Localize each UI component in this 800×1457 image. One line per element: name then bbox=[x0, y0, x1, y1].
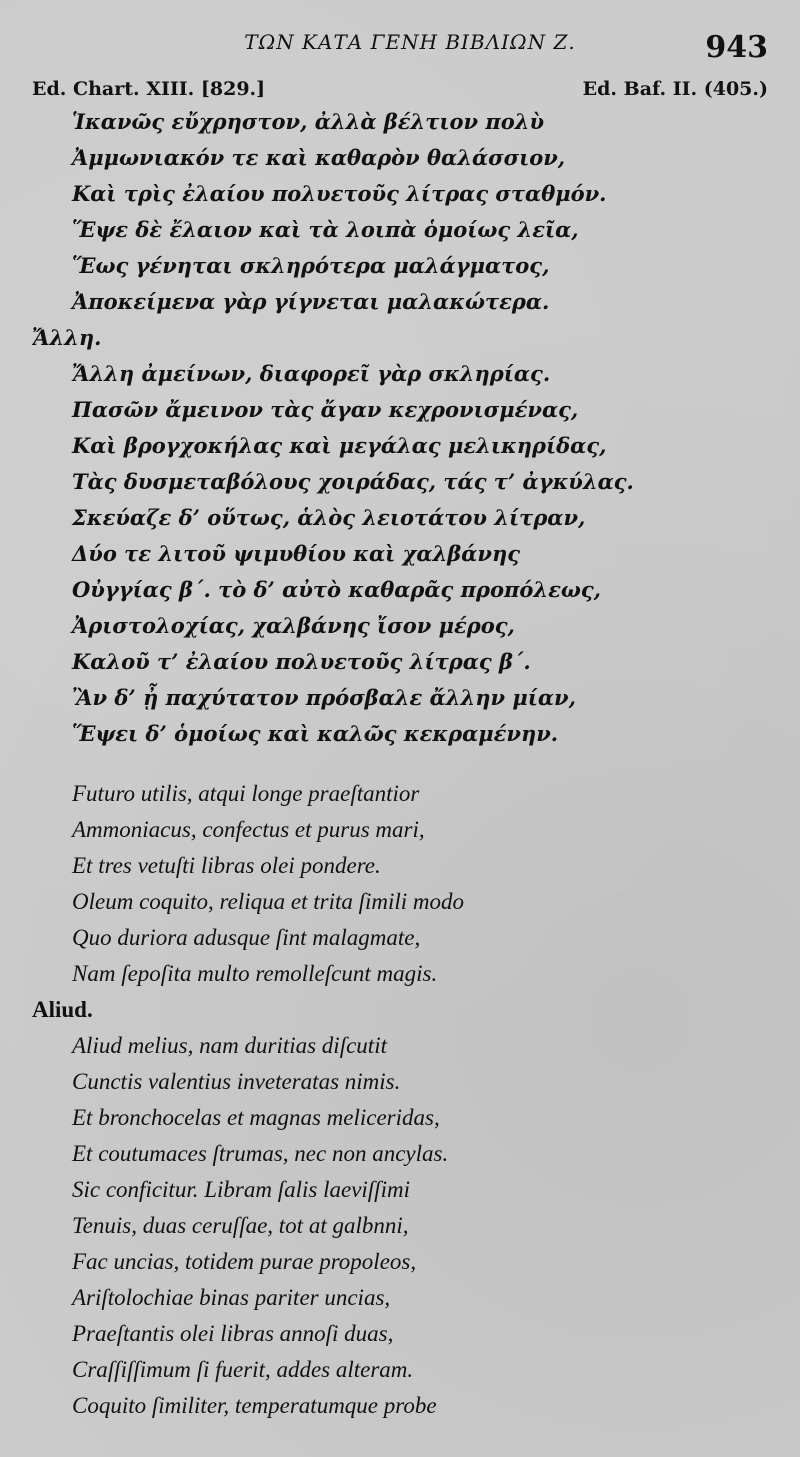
greek-verse-line: Ἀποκείμενα γὰρ γίγνεται μαλακώτερα. bbox=[72, 289, 550, 314]
greek-verse-line: Πασῶν ἄμεινον τὰς ἄγαν κεχρονισμένας, bbox=[72, 397, 579, 422]
latin-section-heading: Aliud. bbox=[32, 997, 93, 1022]
greek-verse-line: Ἕψει δ’ ὁμοίως καὶ καλῶς κεκραμένην. bbox=[72, 721, 559, 746]
greek-verse-line: Ἕψε δὲ ἔλαιον καὶ τὰ λοιπὰ ὁμοίως λεῖα, bbox=[72, 217, 579, 242]
latin-verse-line: Oleum coquito, reliqua et trita ſimili modo bbox=[72, 889, 465, 914]
latin-verse-line: Cunctis valentius inveteratas nimis. bbox=[72, 1069, 401, 1094]
greek-verse-line: Σκεύαζε δ’ οὕτως, ἁλὸς λειοτάτου λίτραν, bbox=[72, 505, 586, 530]
latin-verse-line: Nam ſepoſita multo remolleſcunt magis. bbox=[72, 961, 438, 986]
greek-verse-line: Ἀμμωνιακόν τε καὶ καθαρὸν θαλάσσιον, bbox=[72, 145, 566, 170]
latin-verse-line: Fac uncias, totidem purae propoleos, bbox=[72, 1249, 417, 1274]
greek-verse-line: Ἂν δ’ ᾖ παχύτατον πρόσβαλε ἄλλην μίαν, bbox=[72, 685, 576, 710]
latin-verse-line: Tenuis, duas ceruſſae, tot at galbnni, bbox=[72, 1213, 409, 1238]
greek-verse-line: Ἱκανῶς εὔχρηστον, ἀλλὰ βέλτιον πολὺ bbox=[72, 109, 545, 134]
latin-verse-line: Aliud melius, nam duritias diſcutit bbox=[72, 1033, 387, 1058]
greek-verse-line: Τὰς δυσμεταβόλους χοιράδας, τάς τ’ ἀγκύλας. bbox=[72, 469, 634, 494]
greek-verse-line: Δύο τε λιτοῦ ψιμυθίου καὶ χαλβάνης bbox=[72, 541, 521, 566]
greek-verse-line: Καὶ τρὶς ἐλαίου πολυετοῦς λίτρας σταθμόν. bbox=[72, 181, 607, 206]
greek-verse-line: Οὐγγίας β΄. τὸ δ’ αὐτὸ καθαρᾶς προπόλεως, bbox=[72, 577, 601, 602]
latin-verse-line: Quo duriora adusque ſint malagmate, bbox=[72, 925, 421, 950]
greek-verse-line: Ἀριστολοχίας, χαλβάνης ἴσον μέρος, bbox=[72, 613, 515, 638]
running-title: ΤΩΝ ΚΑΤΑ ΓΕΝΗ ΒΙΒΛΙΩΝ Ζ. bbox=[244, 30, 576, 54]
latin-verse-block bbox=[32, 776, 780, 1424]
greek-verse-block bbox=[32, 104, 780, 752]
greek-verse-line: Ἄλλη ἀμείνων, διαφορεῖ γὰρ σκληρίας. bbox=[72, 361, 551, 386]
latin-verse-line: Ammoniacus, confectus et purus mari, bbox=[72, 817, 425, 842]
latin-verse-line: Et bronchocelas et magnas meliceridas, bbox=[72, 1105, 440, 1130]
latin-verse-line: Sic conficitur. Libram ſalis laeviſſimi bbox=[72, 1177, 410, 1202]
edition-reference-left: Ed. Chart. XIII. [829.] bbox=[32, 78, 266, 100]
greek-verse-line: Καὶ βρογχοκήλας καὶ μεγάλας μελικηρίδας, bbox=[72, 433, 607, 458]
greek-verse-line: Καλοῦ τ’ ἐλαίου πολυετοῦς λίτρας β΄. bbox=[72, 649, 531, 674]
latin-verse-line: Ariſtolochiae binas pariter uncias, bbox=[72, 1285, 391, 1310]
latin-verse-line: Futuro utilis, atqui longe praeſtantior bbox=[72, 781, 420, 806]
edition-reference-right: Ed. Baf. II. (405.) bbox=[582, 78, 768, 100]
latin-verse-line: Coquito ſimiliter, temperatumque probe bbox=[72, 1393, 437, 1418]
latin-verse-line: Praeſtantis olei libras annoſi duas, bbox=[72, 1321, 394, 1346]
latin-verse-line: Et tres vetuſti libras olei pondere. bbox=[72, 853, 381, 878]
latin-verse-line: Et coutumaces ſtrumas, nec non ancylas. bbox=[72, 1141, 449, 1166]
page-number: 943 bbox=[705, 30, 768, 65]
latin-verse-line: Craſſiſſimum ſi fuerit, addes alteram. bbox=[72, 1357, 414, 1382]
greek-section-heading: Ἄλλη. bbox=[32, 325, 102, 350]
greek-verse-line: Ἕως γένηται σκληρότερα μαλάγματος, bbox=[72, 253, 550, 278]
